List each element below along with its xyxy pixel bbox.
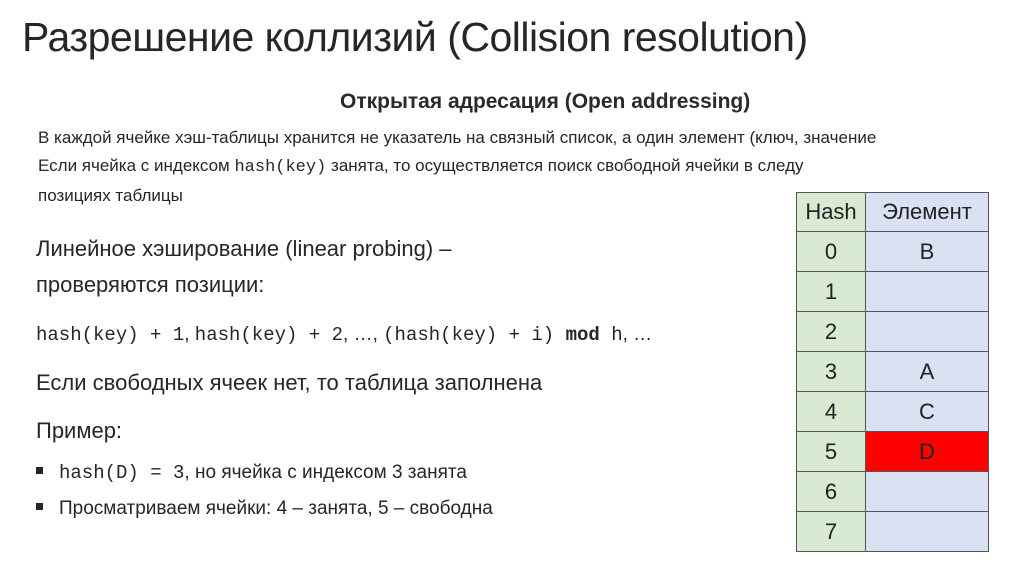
header-element: Элемент (866, 193, 989, 232)
cell-element (866, 512, 989, 552)
intro-code-hash-key: hash(key) (234, 158, 327, 177)
probe-tail: , … (622, 324, 653, 345)
example-heading: Пример: (36, 418, 123, 443)
cell-element (866, 472, 989, 512)
bullet-1-text: , но ячейка с индексом 3 занята (184, 462, 467, 483)
table-row (797, 312, 989, 352)
cell-element: B (866, 232, 989, 272)
bullet-icon (36, 503, 43, 510)
cell-hash: 6 (797, 472, 866, 512)
probe-sep-1: , (184, 324, 195, 345)
bullet-2-text: Просматриваем ячейки: 4 – занята, 5 – свободна (59, 498, 493, 519)
header-hash: Hash (797, 193, 866, 232)
hash-table (796, 192, 989, 552)
probe-sep-2: , …, (343, 324, 384, 345)
cell-element (866, 272, 989, 312)
probe-code-h: h (599, 324, 623, 346)
cell-element (866, 312, 989, 352)
list-item (36, 494, 493, 530)
intro-line-1: В каждой ячейке хэш-таблицы хранится не указатель на связный список, а один элемент (ключ, значение (38, 128, 877, 147)
linear-probing-line-2: проверяются позиции: (36, 272, 265, 297)
table-row (797, 232, 989, 272)
cell-hash: 0 (797, 232, 866, 272)
bullet-icon (36, 467, 43, 474)
probe-sequence (36, 324, 652, 346)
table-header-row (797, 193, 989, 232)
cell-element: C (866, 392, 989, 432)
probe-code-1: hash(key) + 1 (36, 324, 185, 346)
linear-probing-line-1: Линейное хэширование (linear probing) – (36, 236, 452, 261)
probe-code-mod: mod (565, 324, 600, 346)
cell-hash: 4 (797, 392, 866, 432)
probe-code-3: (hash(key) + i) (383, 324, 566, 346)
table-row (797, 512, 989, 552)
probe-code-2: hash(key) + 2 (194, 324, 344, 346)
example-bullets (36, 458, 493, 530)
section-subtitle: Открытая адресация (Open addressing) (340, 90, 751, 113)
intro-line-2 (38, 152, 1024, 182)
cell-hash: 2 (797, 312, 866, 352)
table-row (797, 392, 989, 432)
intro-line-2-suffix: занята, то осуществляется поиск свободной ячейки в следу (326, 156, 804, 175)
intro-line-3: позициях таблицы (38, 186, 183, 205)
table-row (797, 472, 989, 512)
bullet-1-code: hash(D) = 3 (59, 462, 185, 484)
list-item (36, 458, 493, 494)
cell-hash: 5 (797, 432, 866, 472)
cell-hash: 3 (797, 352, 866, 392)
cell-hash: 1 (797, 272, 866, 312)
table-row (797, 272, 989, 312)
cell-element-highlighted: D (866, 432, 989, 472)
cell-hash: 7 (797, 512, 866, 552)
table-full-note: Если свободных ячеек нет, то таблица заполнена (36, 370, 543, 395)
intro-line-2-prefix: Если ячейка с индексом (38, 156, 235, 175)
table-row (797, 352, 989, 392)
slide-title: Разрешение коллизий (Collision resolution) (22, 14, 808, 60)
cell-element: A (866, 352, 989, 392)
table-row (797, 432, 989, 472)
